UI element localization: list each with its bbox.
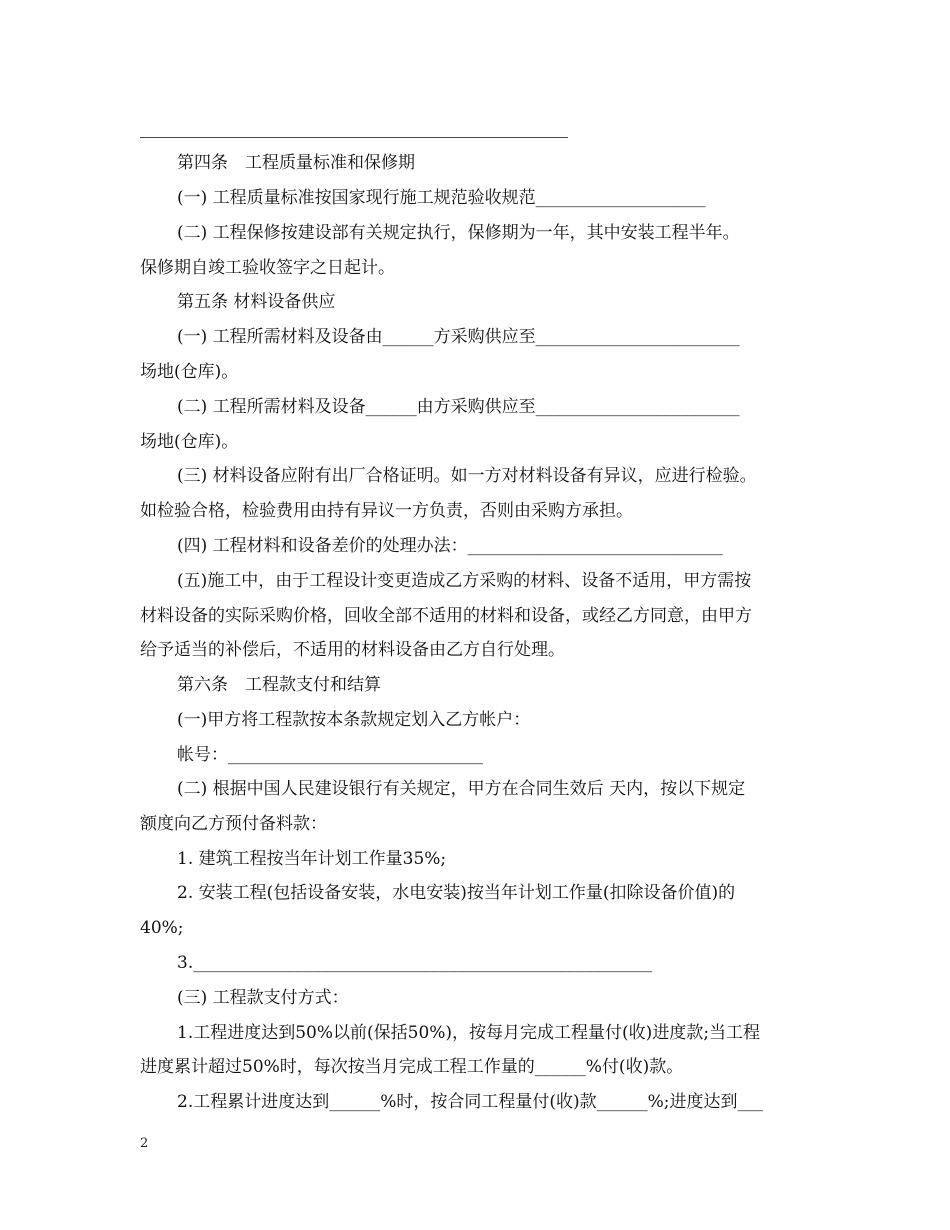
text-line: (一) 工程质量标准按国家现行施工规范验收规范____________________ [177, 188, 706, 208]
page-number: 2 [140, 1136, 149, 1151]
list-item: 2. 安装工程(包括设备安装，水电安装)按当年计划工作量(扣除设备价值)的 [177, 883, 736, 903]
text-line: (二) 工程保修按建设部有关规定执行，保修期为一年，其中安装工程半年。 [177, 223, 740, 243]
text-line: (二) 工程所需材料及设备______由方采购供应至________________________ [177, 397, 740, 417]
account-number-line: 帐号：______________________________ [177, 745, 483, 765]
text-line: 场地(仓库)。 [140, 362, 239, 382]
top-rule [140, 137, 568, 138]
article-6-heading: 第六条 工程款支付和结算 [177, 675, 381, 695]
list-item: 2.工程累计进度达到______%时，按合同工程量付(收)款______%;进度达到___ [177, 1092, 764, 1112]
list-item: 1.工程进度达到50%以前(保括50%)，按每月完成工程量付(收)进度款;当工程 [177, 1023, 761, 1043]
list-item: 1. 建筑工程按当年计划工作量35%; [177, 849, 447, 869]
text-line: (五)施工中，由于工程设计变更造成乙方采购的材料、设备不适用，甲方需按 [177, 571, 752, 591]
text-line: (四) 工程材料和设备差价的处理办法：______________________________ [177, 536, 723, 556]
article-4-heading: 第四条 工程质量标准和保修期 [177, 153, 415, 173]
text-line: (三) 材料设备应附有出厂合格证明。如一方对材料设备有异议，应进行检验。 [177, 466, 757, 486]
text-line: (三) 工程款支付方式： [177, 988, 349, 1008]
list-item: 3.______________________________________________________ [177, 953, 653, 973]
text-line: (二) 根据中国人民建设银行有关规定，甲方在合同生效后 天内，按以下规定 [177, 779, 746, 799]
text-line: 额度向乙方预付备料款： [140, 814, 327, 834]
text-line: (一)甲方将工程款按本条款规定划入乙方帐户： [177, 710, 531, 730]
text-line: 如检验合格，检验费用由持有异议一方负责，否则由采购方承担。 [140, 501, 633, 521]
text-line: (一) 工程所需材料及设备由______方采购供应至________________________ [177, 327, 740, 347]
text-line: 保修期自竣工验收签字之日起计。 [140, 258, 395, 278]
text-line: 场地(仓库)。 [140, 432, 239, 452]
text-line: 40%; [140, 918, 184, 938]
text-line: 给予适当的补偿后，不适用的材料设备由乙方自行处理。 [140, 640, 565, 660]
text-line: 材料设备的实际采购价格，回收全部不适用的材料和设备，或经乙方同意，由甲方 [140, 606, 752, 626]
article-5-heading: 第五条 材料设备供应 [177, 292, 336, 312]
text-line: 进度累计超过50%时，每次按当月完成工程工作量的______%付(收)款。 [140, 1057, 684, 1077]
